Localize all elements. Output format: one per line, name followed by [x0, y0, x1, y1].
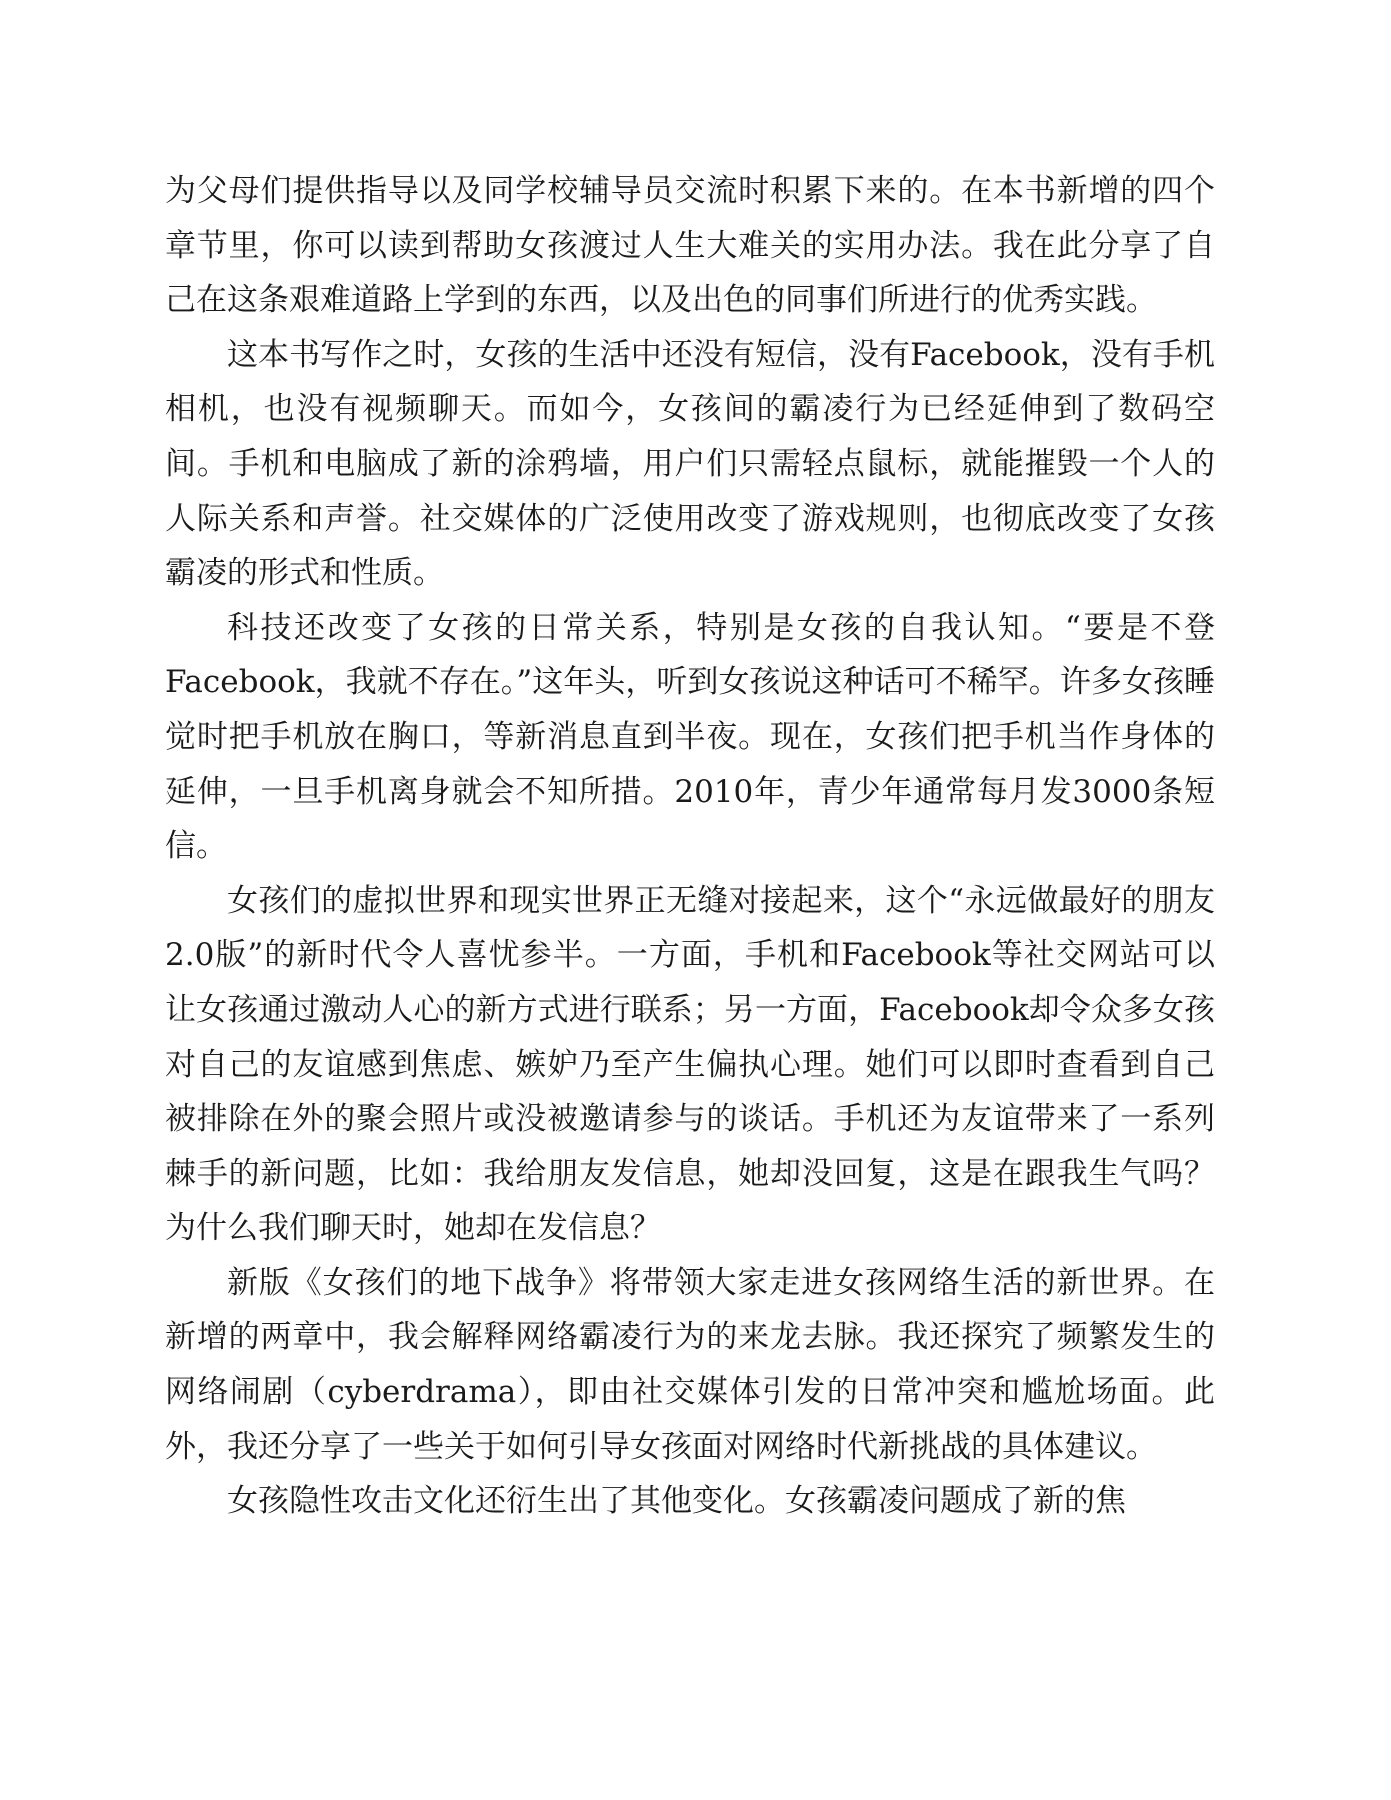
- paragraph: 科技还改变了女孩的日常关系，特别是女孩的自我认知。“要是不登Facebook，我就不存在。”这年头，听到女孩说这种话可不稀罕。许多女孩睡觉时把手机放在胸口，等新消息直到半夜。现在，女孩们把手机当作身体的延伸，一旦手机离身就会不知所措。2010年，青少年通常每月发3000条短信。: [165, 609, 1215, 865]
- paragraph: 新版《女孩们的地下战争》将带领大家走进女孩网络生活的新世界。在新增的两章中，我会解释网络霸凌行为的来龙去脉。我还探究了频繁发生的网络闹剧（cyberdrama），即由社交媒体引发的日常冲突和尴尬场面。此外，我还分享了一些关于如何引导女孩面对网络时代新挑战的具体建议。: [165, 1264, 1215, 1465]
- paragraph: 这本书写作之时，女孩的生活中还没有短信，没有Facebook，没有手机相机，也没有视频聊天。而如今，女孩间的霸凌行为已经延伸到了数码空间。手机和电脑成了新的涂鸦墙，用户们只需轻点鼠标，就能摧毁一个人的人际关系和声誉。社交媒体的广泛使用改变了游戏规则，也彻底改变了女孩霸凌的形式和性质。: [165, 336, 1215, 592]
- paragraph-continuation: 为父母们提供指导以及同学校辅导员交流时积累下来的。在本书新增的四个章节里，你可以读到帮助女孩渡过人生大难关的实用办法。我在此分享了自己在这条艰难道路上学到的东西，以及出色的同事们所进行的优秀实践。: [165, 173, 1215, 319]
- page-body: [165, 164, 1215, 1529]
- paragraph: 女孩隐性攻击文化还衍生出了其他变化。女孩霸凌问题成了新的焦: [227, 1483, 1126, 1520]
- paragraph: 女孩们的虚拟世界和现实世界正无缝对接起来，这个“永远做最好的朋友2.0版”的新时代令人喜忧参半。一方面，手机和Facebook等社交网站可以让女孩通过激动人心的新方式进行联系；另一方面，Facebook却令众多女孩对自己的友谊感到焦虑、嫉妒乃至产生偏执心理。她们可以即时查看到自己被排除在外的聚会照片或没被邀请参与的谈话。手机还为友谊带来了一系列棘手的新问题，比如：我给朋友发信息，她却没回复，这是在跟我生气吗？为什么我们聊天时，她却在发信息？: [165, 882, 1215, 1247]
